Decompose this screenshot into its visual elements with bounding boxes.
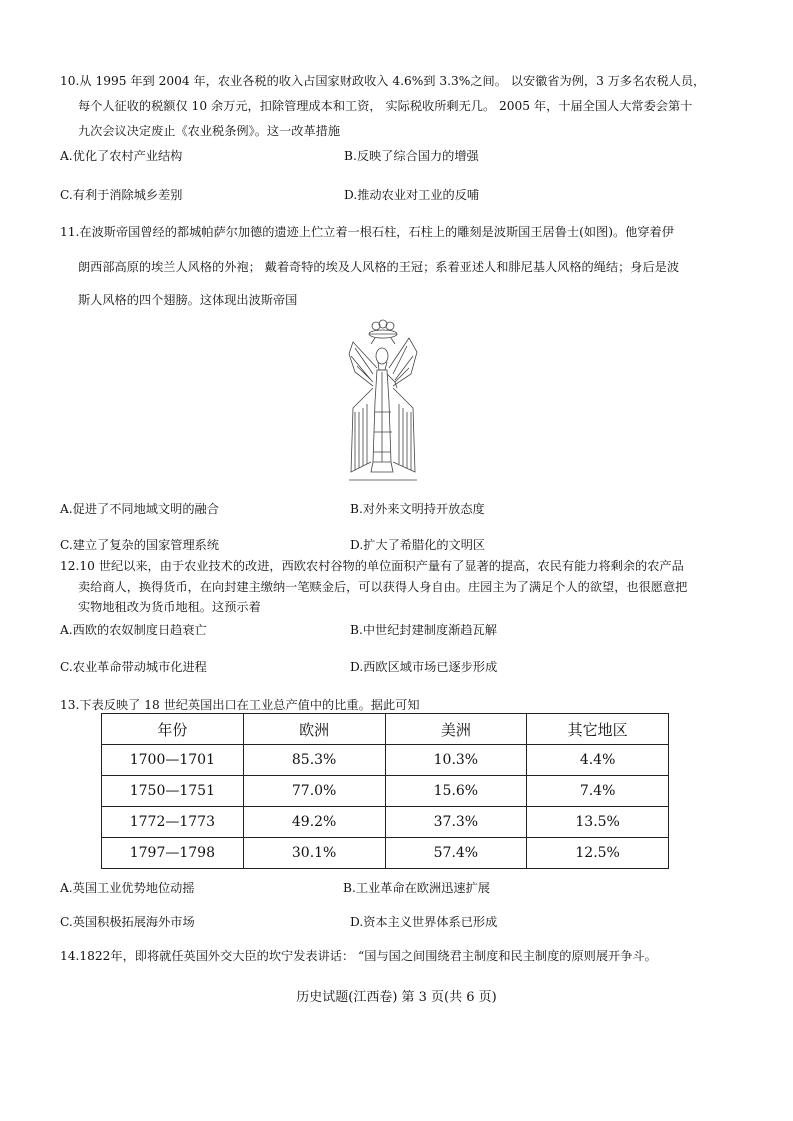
table-cell: 77.0%: [243, 776, 385, 807]
q10-stem-line-3: 九次会议决定废止《农业税条例》。这一改革措施: [78, 124, 341, 138]
table-cell: 57.4%: [385, 838, 527, 869]
q12-option-d[interactable]: D.西欧区域市场已逐步形成: [350, 660, 498, 674]
table-header-other: 其它地区: [527, 714, 669, 745]
q12-option-b[interactable]: B.中世纪封建制度渐趋瓦解: [350, 623, 497, 637]
table-cell: 13.5%: [527, 807, 669, 838]
table-cell: 1772—1773: [102, 807, 244, 838]
q14-stem-line-1: 14.1822年，即将就任英国外交大臣的坎宁发表讲话： “国与国之间围绕君主制度和民主制度的原则展开争斗。: [60, 949, 657, 963]
table-header-row: [102, 714, 669, 745]
table-cell: 10.3%: [385, 745, 527, 776]
table-header-europe: 欧洲: [243, 714, 385, 745]
table-cell: 7.4%: [527, 776, 669, 807]
q12-option-a[interactable]: A.西欧的农奴制度日趋衰亡: [60, 623, 207, 637]
q12-stem-line-3: 实物地租改为货币地租。这预示着: [78, 600, 261, 614]
q12-option-c[interactable]: C.农业革命带动城市化进程: [60, 660, 207, 674]
table-cell: 49.2%: [243, 807, 385, 838]
q11-stem-line-3: 斯人风格的四个翅膀。这体现出波斯帝国: [78, 293, 298, 307]
table-header-year: 年份: [102, 714, 244, 745]
export-share-table: [101, 713, 669, 869]
q10-option-c[interactable]: C.有利于消除城乡差别: [60, 188, 183, 202]
table-cell: 37.3%: [385, 807, 527, 838]
q10-option-d[interactable]: D.推动农业对工业的反哺: [344, 188, 480, 202]
q11-option-c[interactable]: C.建立了复杂的国家管理系统: [60, 538, 220, 552]
table-cell: 15.6%: [385, 776, 527, 807]
q13-option-d[interactable]: D.资本主义世界体系已形成: [350, 915, 498, 929]
q11-option-d[interactable]: D.扩大了希腊化的文明区: [350, 538, 486, 552]
q13-option-b[interactable]: B.工业革命在欧洲迅速扩展: [343, 881, 490, 895]
table-cell: 12.5%: [527, 838, 669, 869]
q10-stem-line-1: 10.从 1995 年到 2004 年，农业各税的收入占国家财政收入 4.6%到 3.3%之间。 以安徽省为例，3 万多名农税人员，: [60, 74, 706, 88]
table-row: [102, 745, 669, 776]
q10-option-b[interactable]: B.反映了综合国力的增强: [344, 149, 479, 163]
table-cell: 1750—1751: [102, 776, 244, 807]
table-cell: 1700—1701: [102, 745, 244, 776]
q13-option-c[interactable]: C.英国积极拓展海外市场: [60, 915, 195, 929]
q13-option-a[interactable]: A.英国工业优势地位动摇: [60, 881, 195, 895]
table-cell: 85.3%: [243, 745, 385, 776]
q11-option-a[interactable]: A.促进了不同地域文明的融合: [60, 502, 219, 516]
table-cell: 1797—1798: [102, 838, 244, 869]
q10-option-a[interactable]: A.优化了农村产业结构: [60, 149, 183, 163]
q12-stem-line-2: 卖给商人，换得货币，在向封建主缴纳一笔赎金后，可以获得人身自由。庄园主为了满足个人的欲望，也很愿意把: [78, 580, 688, 594]
q10-stem-line-2: 每个人征收的税额仅 10 余万元，扣除管理成本和工资， 实际税收所剩无几。 2005 年，十届全国人大常委会第十: [78, 99, 693, 113]
table-row: [102, 838, 669, 869]
table-cell: 4.4%: [527, 745, 669, 776]
q11-option-b[interactable]: B.对外来文明持开放态度: [350, 502, 485, 516]
table-row: [102, 807, 669, 838]
table-row: [102, 776, 669, 807]
q11-stem-line-2: 朗西部高原的埃兰人风格的外袍； 戴着奇特的埃及人风格的王冠；系着亚述人和腓尼基人风格的绳结；身后是波: [78, 260, 680, 274]
cyrus-relief-figure: [345, 312, 421, 490]
table-cell: 30.1%: [243, 838, 385, 869]
q13-stem-line-1: 13.下表反映了 18 世纪英国出口在工业总产值中的比重。据此可知: [60, 698, 420, 712]
table-header-america: 美洲: [385, 714, 527, 745]
q11-stem-line-1: 11.在波斯帝国曾经的都城帕萨尔加德的遗迹上伫立着一根石柱，石柱上的雕刻是波斯国王居鲁士(如图)。他穿着伊: [60, 225, 674, 239]
q12-stem-line-1: 12.10 世纪以来，由于农业技术的改进，西欧农村谷物的单位面积产量有了显著的提高，农民有能力将剩余的农产品: [60, 559, 684, 573]
page-footer: 历史试题(江西卷) 第 3 页(共 6 页): [296, 990, 497, 1005]
